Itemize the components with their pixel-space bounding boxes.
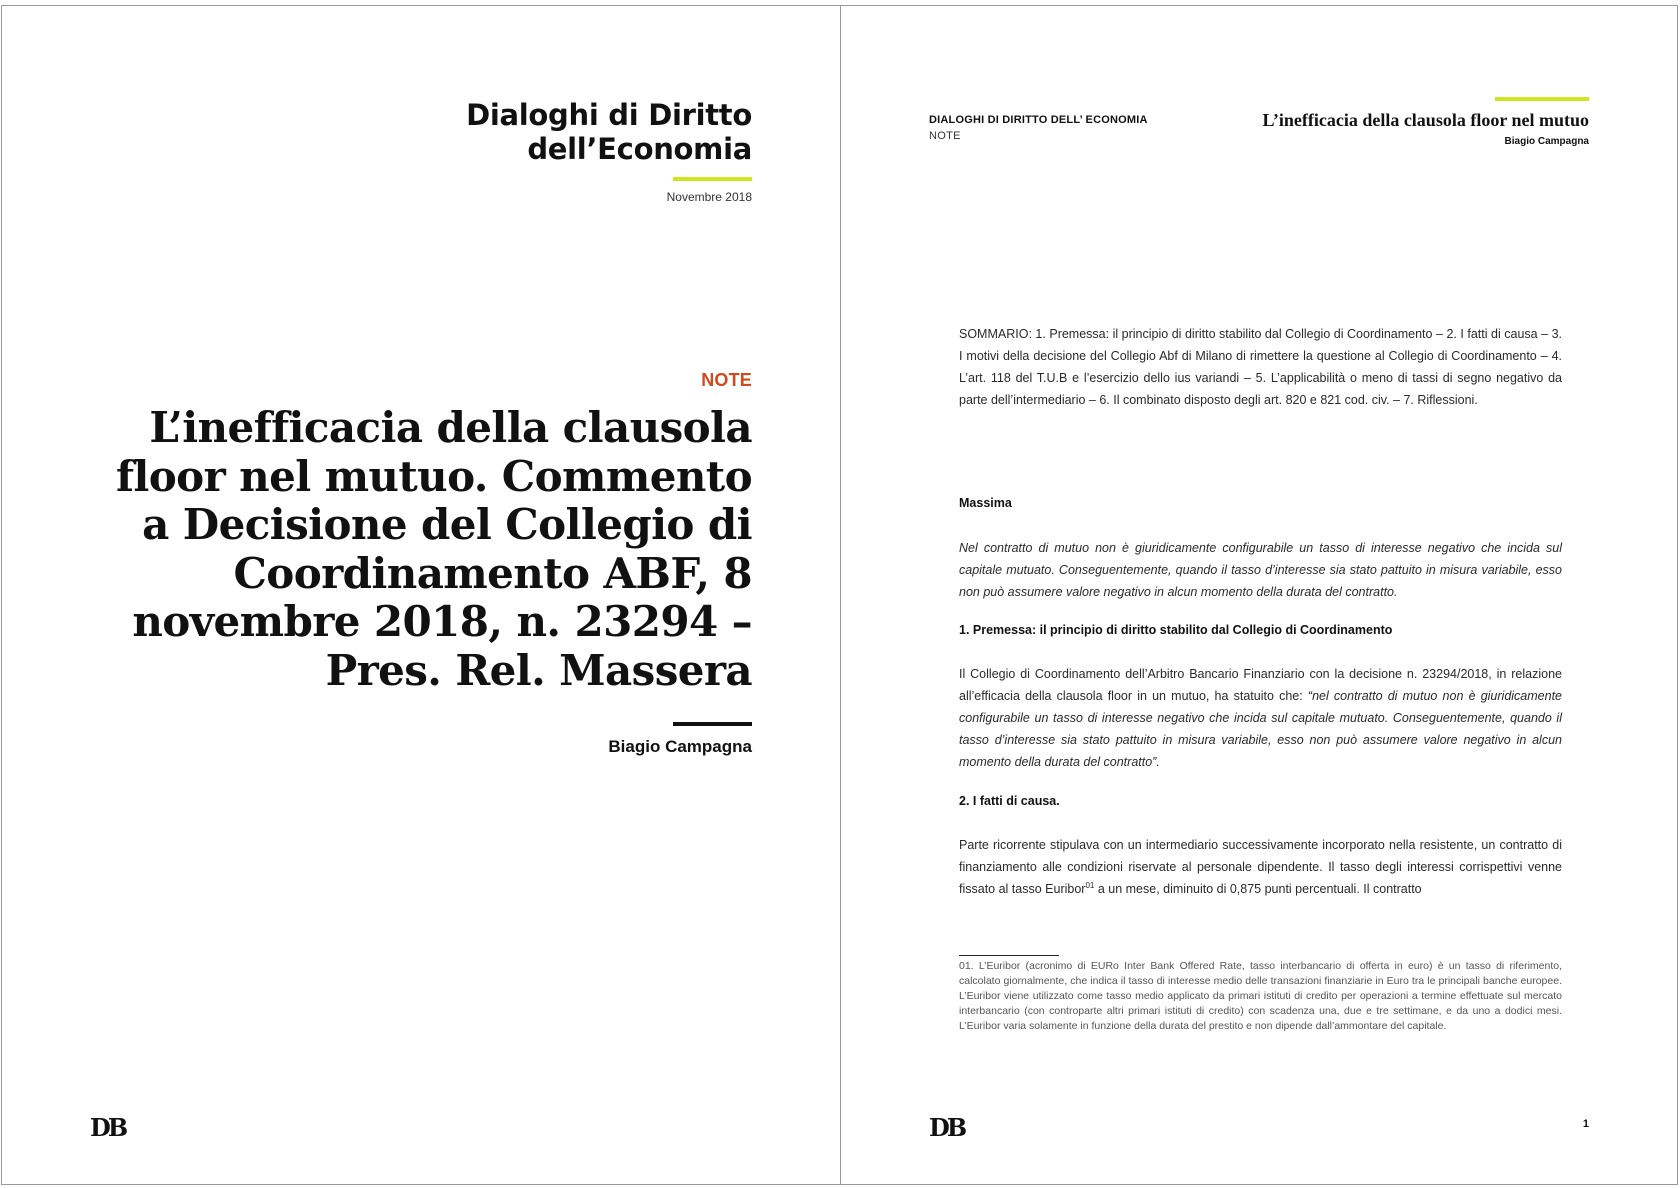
running-header-journal: DIALOGHI DI DIRITTO DELL’ ECONOMIA xyxy=(929,114,1148,126)
massima-paragraph: Nel contratto di mutuo non è giuridicamente configurabile un tasso di interesse negativo che incida sul capitale mutuato. Conseguentemente, quando il tasso d’interesse sia stato pattuito in misura variabile, esso non può assumere valore negativo in alcun momento della durata del contratto. xyxy=(959,541,1562,599)
journal-title-line1: Dialoghi di Diritto xyxy=(466,98,752,132)
footnote-separator xyxy=(959,955,1059,956)
footnote-number: 01. xyxy=(959,960,974,972)
footnote-reference[interactable]: 01 xyxy=(1085,880,1095,890)
cover-page xyxy=(1,5,841,1185)
article-title: L’inefficacia della clausola floor nel mutuo. Commento a Decisione del Collegio di Coordinamento ABF, 8 novembre 2018, n. 23294 – Pres. Rel. Massera xyxy=(115,403,752,695)
summary-paragraph: SOMMARIO: 1. Premessa: il principio di diritto stabilito dal Collegio di Coordinamento – 2. I fatti di causa – 3. I motivi della decisione del Collegio Abf di Milano di rimettere la questione al Collegio di Coordinamento – 4. L’art. 118 del T.U.B e l’esercizio dello ius variandi – 5. L’applicabilità o meno di tassi di segno negativo da parte dell’intermediario – 6. Il combinato disposto degli art. 820 e 821 cod. civ. – 7. Riflessioni. xyxy=(959,327,1562,407)
section2-heading: 2. I fatti di causa. xyxy=(959,794,1060,808)
title-divider xyxy=(673,722,752,726)
section1-paragraph xyxy=(959,663,1562,773)
journal-title xyxy=(466,98,752,166)
publisher-logo: DB xyxy=(929,1113,965,1142)
accent-divider xyxy=(1495,97,1589,101)
accent-divider xyxy=(673,177,752,181)
section1-heading: 1. Premessa: il principio di diritto stabilito dal Collegio di Coordinamento xyxy=(959,623,1393,637)
footnote xyxy=(959,959,1562,1034)
section1-quote: “nel contratto di mutuo non è giuridicamente configurabile un tasso di interesse negativo che incida sul capitale mutuato. Conseguentemente, quando il tasso d’interesse sia stato pattuito in misura variabile, esso non può assumere valore negativo in alcun momento della durata del contratto”. xyxy=(959,689,1562,769)
footnote-text: L’Euribor (acronimo di EURo Inter Bank Offered Rate, tasso interbancario di offerta in euro) è un tasso di riferimento, calcolato giornalmente, che indica il tasso di interesse medio delle transazioni finanziarie in Euro tra le principali banche europee. L’Euribor viene utilizzato come tasso medio applicato da primari istituti di credito per operazioni a termine effettuate sul mercato interbancario (con controparte altri primari istituti di credito) con scadenza una, due e tre settimane, e da uno a dodici mesi. L’Euribor varia solamente in funzione della durata del prestito e non dipende dall’ammontare del capitale. xyxy=(959,960,1562,1032)
author-name: Biagio Campagna xyxy=(608,737,752,756)
running-header-section: NOTE xyxy=(929,130,961,142)
section-label: NOTE xyxy=(701,370,752,390)
article-page xyxy=(840,5,1678,1185)
page-number: 1 xyxy=(1582,1118,1589,1130)
publisher-logo: DB xyxy=(90,1113,126,1142)
section2-text-a: Parte ricorrente stipulava con un intermediario successivamente incorporato nella resistente, un contratto di finanziamento alle condizioni riservate al personale dipendente. Il tasso degli interessi corrispettivi venne fissato al tasso Euribor xyxy=(959,838,1562,896)
section1-intro: Il Collegio di Coordinamento dell’Arbitro Bancario Finanziario con la decisione n. 23294/2018, in relazione all’efficacia della clausola floor in un mutuo, ha statuito che: xyxy=(959,667,1562,703)
section2-paragraph xyxy=(959,834,1562,900)
section2-text-b: a un mese, diminuito di 0,875 punti percentuali. Il contratto xyxy=(1094,882,1422,896)
journal-title-line2: dell’Economia xyxy=(527,132,752,166)
massima-heading: Massima xyxy=(959,496,1012,510)
running-header-author: Biagio Campagna xyxy=(1504,136,1589,147)
running-header-title: L’inefficacia della clausola floor nel mutuo xyxy=(1262,110,1589,130)
issue-date: Novembre 2018 xyxy=(666,190,752,204)
